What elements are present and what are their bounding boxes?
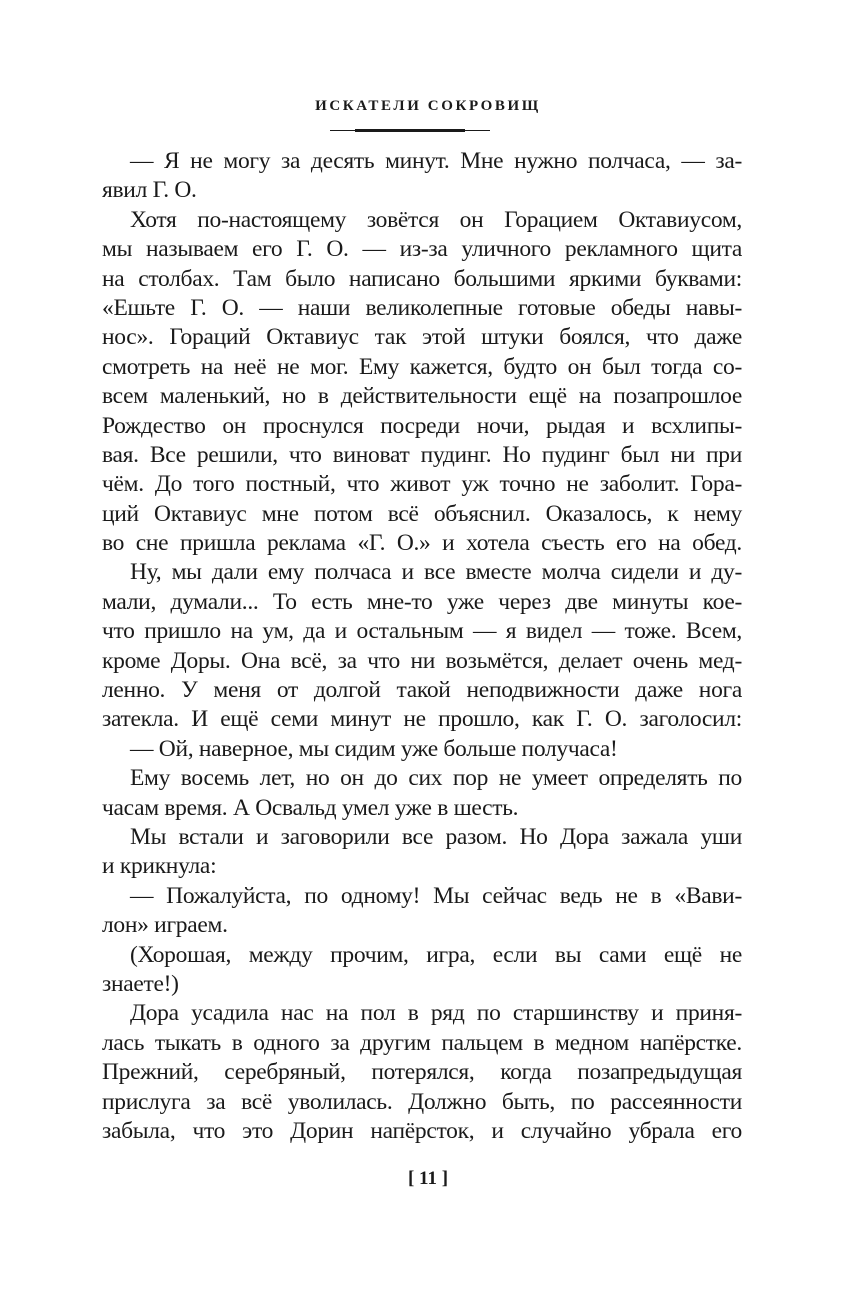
text-line: Прежний, серебряный, потерялся, когда позапредыдущая: [102, 1059, 742, 1086]
text-line: и крикнула:: [102, 853, 217, 880]
text-line: «Ешьте Г. О. — наши великолепные готовые обеды навы-: [102, 294, 742, 321]
text-line: прислуга за всё уволилась. Должно быть, по рассеянности: [102, 1088, 742, 1115]
text-line: на столбах. Там было написано большими яркими буквами:: [102, 265, 742, 292]
text-line: (Хорошая, между прочим, игра, если вы сами ещё не: [130, 941, 742, 968]
text-line: Хотя по-настоящему зовётся он Горацием Октавиусом,: [130, 206, 742, 233]
text-line: мали, думали... То есть мне-то уже через две минуты кое-: [102, 588, 742, 615]
text-line: смотреть на неё не мог. Ему кажется, будто он был тогда со-: [102, 353, 742, 380]
text-line: явил Г. О.: [102, 177, 197, 204]
header-rule-thick: [355, 129, 465, 132]
text-line: Ему восемь лет, но он до сих пор не умеет определять по: [130, 765, 742, 792]
text-line: ленно. У меня от долгой такой неподвижности даже нога: [102, 677, 742, 704]
text-line: затекла. И ещё семи минут не прошло, как Г. О. заголосил:: [102, 706, 742, 733]
text-line: часам время. А Освальд умел уже в шесть.: [102, 794, 519, 821]
text-line: что пришло на ум, да и остальным — я видел — тоже. Всем,: [102, 618, 742, 645]
text-line: Дора усадила нас на пол в ряд по старшинству и приня-: [130, 1000, 742, 1027]
text-line: знаете!): [102, 970, 179, 997]
text-line: Рождество он проснулся посреди ночи, рыдая и всхлипы-: [102, 412, 742, 439]
text-line: всем маленький, но в действительности ещё на позапрошлое: [102, 383, 742, 410]
text-line: забыла, что это Дорин напёрсток, и случайно убрала его: [102, 1117, 742, 1144]
text-line: ций Октавиус мне потом всё объяснил. Оказалось, к нему: [102, 500, 742, 527]
body-text: [102, 147, 742, 1146]
text-line: лась тыкать в одного за другим пальцем в медном напёрстке.: [102, 1029, 742, 1056]
text-line: нос». Гораций Октавиус так этой штуки боялся, что даже: [102, 324, 742, 351]
text-line: лон» играем.: [102, 912, 228, 939]
text-line: Мы встали и заговорили все разом. Но Дора зажала уши: [130, 823, 742, 850]
running-header: ИСКАТЕЛИ СОКРОВИЩ: [315, 98, 541, 114]
text-line: Ну, мы дали ему полчаса и все вместе молча сидели и ду-: [130, 559, 742, 586]
text-line: чём. До того постный, что живот уж точно не заболит. Гора-: [102, 471, 742, 498]
text-line: мы называем его Г. О. — из-за уличного рекламного щита: [102, 236, 742, 263]
text-line: кроме Доры. Она всё, за что ни возьмётся, делает очень мед-: [102, 647, 742, 674]
text-line: вая. Все решили, что виноват пудинг. Но пудинг был ни при: [102, 441, 742, 468]
text-line: — Я не могу за десять минут. Мне нужно полчаса, — за-: [130, 148, 742, 174]
text-line: — Ой, наверное, мы сидим уже больше получаса!: [130, 735, 618, 762]
text-line: — Пожалуйста, по одному! Мы сейчас ведь не в «Вави-: [130, 882, 742, 909]
page-number: [ 11 ]: [407, 1168, 449, 1189]
text-line: во сне пришла реклама «Г. О.» и хотела съесть его на обед.: [102, 530, 742, 557]
